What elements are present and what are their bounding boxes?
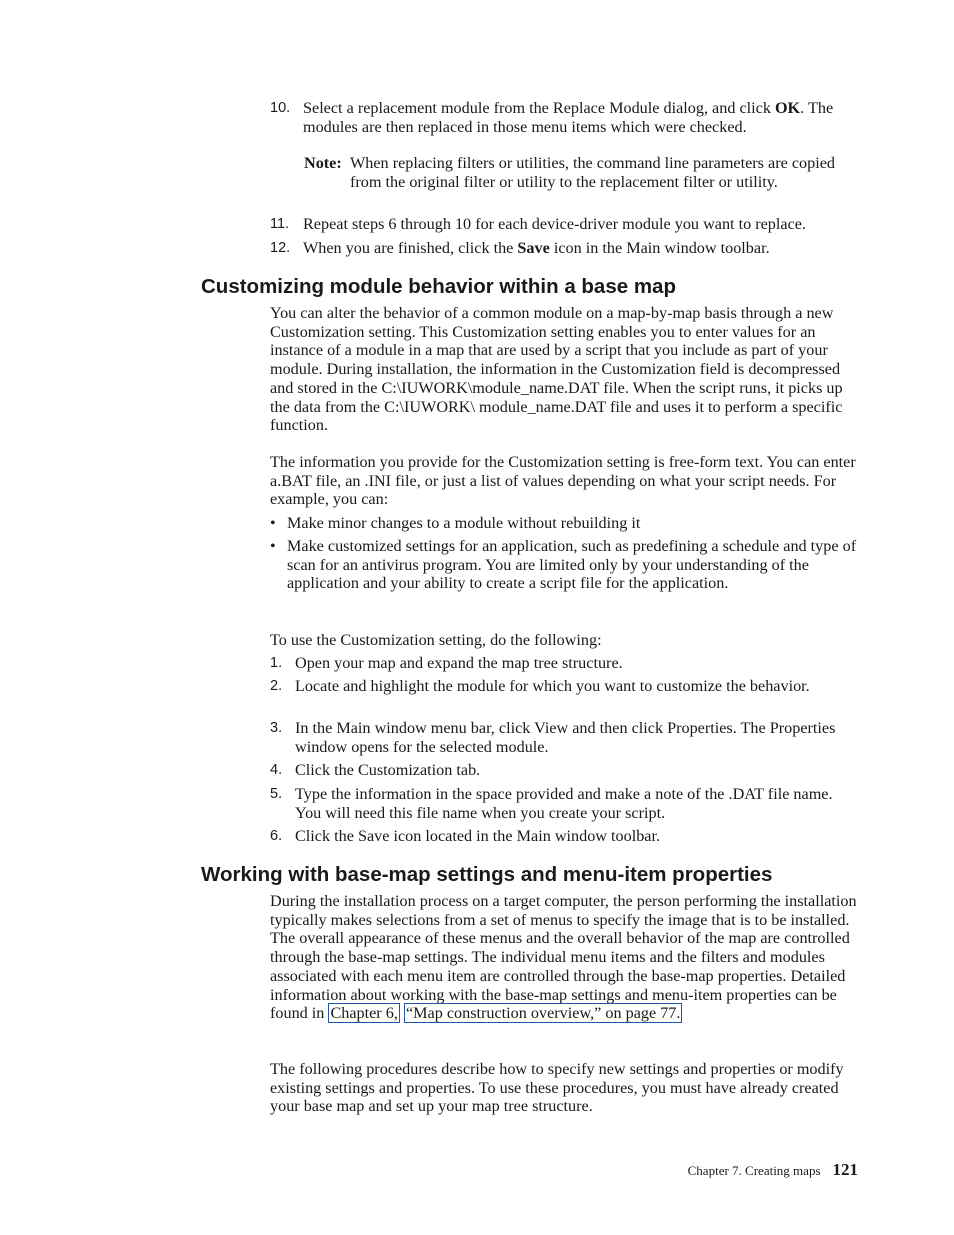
- page-footer: [600, 1160, 858, 1180]
- paragraph: The information you provide for the Customization setting is free-form text. You can enter a.BAT file, an .INI file, or just a list of values depending on what your script needs. For example, you can:: [270, 453, 856, 509]
- step-number: 12.: [270, 240, 291, 256]
- bullet-item: • Make minor changes to a module without rebuilding it: [270, 514, 641, 532]
- bullet-icon: •: [270, 514, 276, 532]
- note-label: Note:: [304, 154, 342, 172]
- save-keyword: Save: [517, 239, 550, 257]
- step-10: [270, 99, 860, 136]
- section-heading-base-map: Working with base-map settings and menu-item properties: [201, 863, 773, 886]
- paragraph: The following procedures describe how to specify new settings and properties or modify existing settings and properties. To use these procedures, you must have already created your base map and set up your map tree structure.: [270, 1060, 844, 1116]
- step-4: 4. Click the Customization tab.: [270, 761, 481, 779]
- step-11: [270, 215, 860, 234]
- footer-chapter: Chapter 7. Creating maps: [687, 1163, 821, 1178]
- paragraph: To use the Customization setting, do the following:: [270, 631, 602, 649]
- chapter-6-link[interactable]: Chapter 6,: [330, 1004, 398, 1023]
- step-2: 2. Locate and highlight the module for which you want to customize the behavior.: [270, 677, 810, 695]
- ok-keyword: OK: [774, 99, 801, 117]
- step-number: 10.: [270, 100, 291, 116]
- step-6: 6. Click the Save icon located in the Main window toolbar.: [270, 827, 661, 845]
- step-1: 1. Open your map and expand the map tree structure.: [270, 654, 623, 672]
- map-construction-overview-link[interactable]: “Map construction overview,” on page 77.: [405, 1004, 681, 1023]
- page-number: 121: [832, 1160, 858, 1179]
- step-text: Select a replacement module from the Replace Module dialog, and click OK. The modules are then replaced in those menu items which were checked.: [303, 99, 834, 136]
- paragraph: During the installation process on a target computer, the person performing the installation typically makes selections from a set of menus to specify the image that is to be installed. The overall appearance of these menus and the overall behavior of the map are controlled through the base-map settings. The individual menu items and the filters and modules associated with each menu item are controlled through the base-map properties. Detailed information about working with the base-map settings and menu-item properties can be found in Chapter 6, “Map construction overview,” on page 77.: [270, 892, 857, 1023]
- bullet-icon: •: [270, 537, 276, 555]
- step-number: 11.: [270, 216, 290, 232]
- step-3: 3. In the Main window menu bar, click View and then click Properties. The Properties window opens for the selected module.: [270, 719, 836, 756]
- step-5: 5. Type the information in the space provided and make a note of the .DAT file name. You will need this file name when you create your script.: [270, 785, 833, 822]
- paragraph: You can alter the behavior of a common module on a map-by-map basis through a new Customization setting. This Customization setting enables you to enter values for an instance of a module in a map that are used by a script that you include as part of your module. During installation, the information in the Customization field is decompressed and stored in the C:\IUWORK\module_name.DAT file. When the script runs, it picks up the data from the C:\IUWORK\ module_name.DAT file and uses it to perform a specific function.: [270, 304, 843, 435]
- bullet-item: • Make customized settings for an application, such as predefining a schedule and type of scan for an antivirus program. You are limited only by your understanding of the application and your ability to create a script file for the application.: [270, 537, 857, 593]
- step-text: Repeat steps 6 through 10 for each device-driver module you want to replace.: [303, 215, 806, 233]
- section-heading-customizing: Customizing module behavior within a base map: [201, 275, 676, 298]
- step-12: [270, 239, 860, 258]
- note-text: When replacing filters or utilities, the command line parameters are copied from the original filter or utility to the replacement filter or utility.: [350, 154, 835, 191]
- step-text: When you are finished, click the Save icon in the Main window toolbar.: [303, 239, 770, 257]
- note: [304, 154, 844, 191]
